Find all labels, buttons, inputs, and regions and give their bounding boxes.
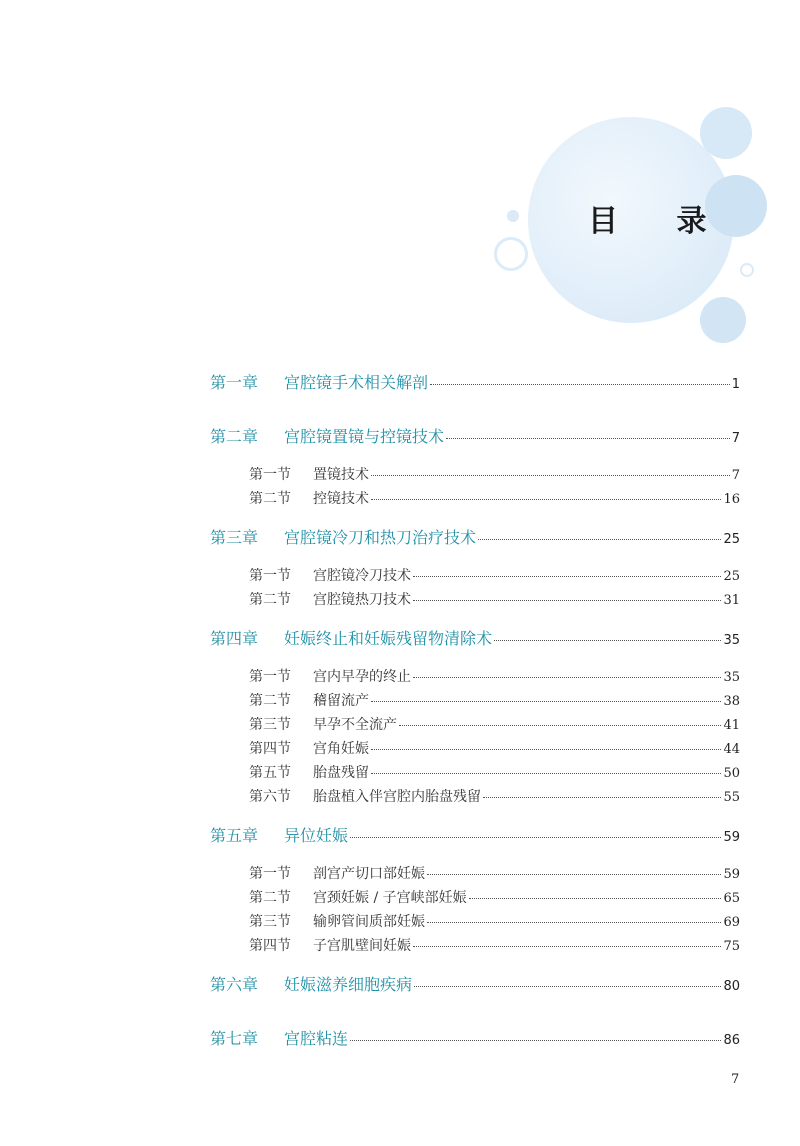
dot-leader (371, 475, 730, 476)
toc-entry-page: 31 (723, 593, 740, 608)
toc-entry-number: 第五节 (249, 765, 291, 781)
toc-entry-title: 早孕不全流产 (313, 717, 397, 733)
toc-entry-title: 妊娠滋养细胞疾病 (284, 975, 413, 994)
decorative-circle (700, 107, 752, 159)
toc-section-row[interactable] (249, 666, 740, 686)
toc-entry-page: 35 (723, 633, 740, 648)
toc-entry-label (210, 972, 412, 995)
toc-entry-title: 妊娠终止和妊娠残留物清除术 (284, 629, 493, 648)
toc-entry-title: 宫内早孕的终止 (313, 669, 411, 685)
toc-section-row[interactable] (249, 690, 740, 710)
dot-leader (427, 874, 721, 875)
toc-entry-number: 第六章 (210, 975, 259, 994)
toc-entry-number: 第三章 (210, 528, 259, 547)
page-title: 目 录 (588, 204, 731, 239)
toc-chapter-row[interactable] (210, 823, 740, 846)
toc-chapter-row[interactable] (210, 370, 740, 393)
decorative-dot (507, 210, 519, 222)
toc-entry-label (249, 887, 467, 907)
dot-leader (371, 773, 721, 774)
toc-chapter-row[interactable] (210, 424, 740, 447)
toc-section-row[interactable] (249, 786, 740, 806)
toc-entry-label (249, 589, 411, 609)
dot-leader (371, 749, 721, 750)
toc-entry-title: 子宫肌壁间妊娠 (313, 938, 411, 954)
decorative-ring (740, 263, 754, 277)
toc-entry-label (249, 464, 369, 484)
toc-entry-number: 第二章 (210, 427, 259, 446)
toc-entry-title: 宫腔镜冷刀技术 (313, 568, 411, 584)
dot-leader (413, 946, 721, 947)
toc-entry-label (249, 488, 369, 508)
toc-entry-title: 宫腔粘连 (284, 1029, 349, 1048)
toc-entry-title: 置镜技术 (313, 467, 369, 483)
dot-leader (469, 898, 722, 899)
toc-entry-title: 宫腔镜置镜与控镜技术 (284, 427, 445, 446)
toc-entry-title: 稽留流产 (313, 693, 369, 709)
toc-section-row[interactable] (249, 911, 740, 931)
toc-entry-label (249, 911, 425, 931)
toc-entry-label (210, 525, 476, 548)
toc-entry-page: 7 (731, 468, 740, 483)
toc-entry-page: 44 (723, 742, 740, 757)
toc-entry-page: 16 (723, 492, 740, 507)
toc-entry-title: 胎盘残留 (313, 765, 369, 781)
toc-entry-label (249, 666, 411, 686)
toc-entry-page: 25 (723, 569, 740, 584)
toc-entry-page: 7 (731, 431, 740, 446)
toc-section-row[interactable] (249, 935, 740, 955)
toc-entry-label (249, 565, 411, 585)
dot-leader (413, 677, 721, 678)
toc-section-row[interactable] (249, 887, 740, 907)
toc-entry-label (249, 714, 397, 734)
toc-entry-page: 69 (723, 915, 740, 930)
toc-entry-label (249, 863, 425, 883)
toc-entry-number: 第七章 (210, 1029, 259, 1048)
toc-entry-label (210, 823, 348, 846)
dot-leader (494, 640, 721, 641)
toc-entry-title: 胎盘植入伴宫腔内胎盘残留 (313, 789, 481, 805)
dot-leader (414, 986, 721, 987)
toc-entry-page: 35 (723, 670, 740, 685)
toc-section-row[interactable] (249, 488, 740, 508)
toc-entry-page: 59 (723, 830, 740, 845)
toc-entry-page: 86 (723, 1033, 740, 1048)
toc-entry-number: 第五章 (210, 826, 259, 845)
toc-entry-title: 宫角妊娠 (313, 741, 369, 757)
toc-entry-title: 宫腔镜热刀技术 (313, 592, 411, 608)
toc-entry-number: 第三节 (249, 717, 291, 733)
toc-chapter-row[interactable] (210, 525, 740, 548)
toc-section-row[interactable] (249, 762, 740, 782)
dot-leader (371, 701, 721, 702)
toc-entry-number: 第一节 (249, 866, 291, 882)
toc-entry-title: 剖宫产切口部妊娠 (313, 866, 425, 882)
toc-entry-page: 55 (723, 790, 740, 805)
decorative-ring (494, 237, 528, 271)
toc-entry-title: 宫颈妊娠 / 子宫峡部妊娠 (313, 890, 467, 906)
toc-entry-page: 75 (723, 939, 740, 954)
toc-entry-label (249, 786, 481, 806)
toc-entry-page: 65 (723, 891, 740, 906)
toc-entry-page: 50 (723, 766, 740, 781)
toc-entry-number: 第二节 (249, 693, 291, 709)
dot-leader (350, 837, 721, 838)
toc-entry-number: 第四节 (249, 938, 291, 954)
toc-entry-page: 38 (723, 694, 740, 709)
dot-leader (413, 600, 721, 601)
page-number: 7 (731, 1072, 740, 1087)
toc-entry-number: 第一章 (210, 373, 259, 392)
toc-chapter-row[interactable] (210, 1026, 740, 1049)
toc-section-row[interactable] (249, 863, 740, 883)
toc-entry-title: 宫腔镜冷刀和热刀治疗技术 (284, 528, 477, 547)
toc-entry-number: 第一节 (249, 568, 291, 584)
toc-entry-page: 25 (723, 532, 740, 547)
dot-leader (483, 797, 721, 798)
toc-section-row[interactable] (249, 738, 740, 758)
toc-entry-title: 输卵管间质部妊娠 (313, 914, 425, 930)
toc-chapter-row[interactable] (210, 626, 740, 649)
toc-section-row[interactable] (249, 589, 740, 609)
toc-entry-number: 第四章 (210, 629, 259, 648)
toc-entry-page: 41 (723, 718, 740, 733)
toc-chapter-row[interactable] (210, 972, 740, 995)
toc-entry-label (249, 690, 369, 710)
dot-leader (350, 1040, 721, 1041)
decorative-circle (700, 297, 746, 343)
toc-entry-page: 80 (723, 979, 740, 994)
toc-entry-title: 宫腔镜手术相关解剖 (284, 373, 429, 392)
toc-entry-label (249, 935, 411, 955)
toc-entry-title: 控镜技术 (313, 491, 369, 507)
toc-entry-page: 1 (731, 377, 740, 392)
toc-entry-label (210, 424, 444, 447)
dot-leader (427, 922, 721, 923)
toc-entry-number: 第二节 (249, 491, 291, 507)
toc-section-row[interactable] (249, 464, 740, 484)
dot-leader (371, 499, 721, 500)
dot-leader (413, 576, 721, 577)
toc-entry-number: 第四节 (249, 741, 291, 757)
toc-entry-title: 异位妊娠 (284, 826, 349, 845)
toc-entry-number: 第一节 (249, 669, 291, 685)
toc-entry-label (210, 370, 428, 393)
toc-entry-label (210, 626, 492, 649)
dot-leader (430, 384, 730, 385)
toc-entry-page: 59 (723, 867, 740, 882)
dot-leader (446, 438, 730, 439)
toc-entry-label (249, 738, 369, 758)
toc-entry-number: 第一节 (249, 467, 291, 483)
toc-section-row[interactable] (249, 714, 740, 734)
toc-entry-label (210, 1026, 348, 1049)
toc-entry-number: 第二节 (249, 890, 291, 906)
toc-entry-number: 第六节 (249, 789, 291, 805)
toc-entry-number: 第二节 (249, 592, 291, 608)
dot-leader (478, 539, 721, 540)
toc-section-row[interactable] (249, 565, 740, 585)
toc-entry-number: 第三节 (249, 914, 291, 930)
toc-entry-label (249, 762, 369, 782)
dot-leader (399, 725, 721, 726)
